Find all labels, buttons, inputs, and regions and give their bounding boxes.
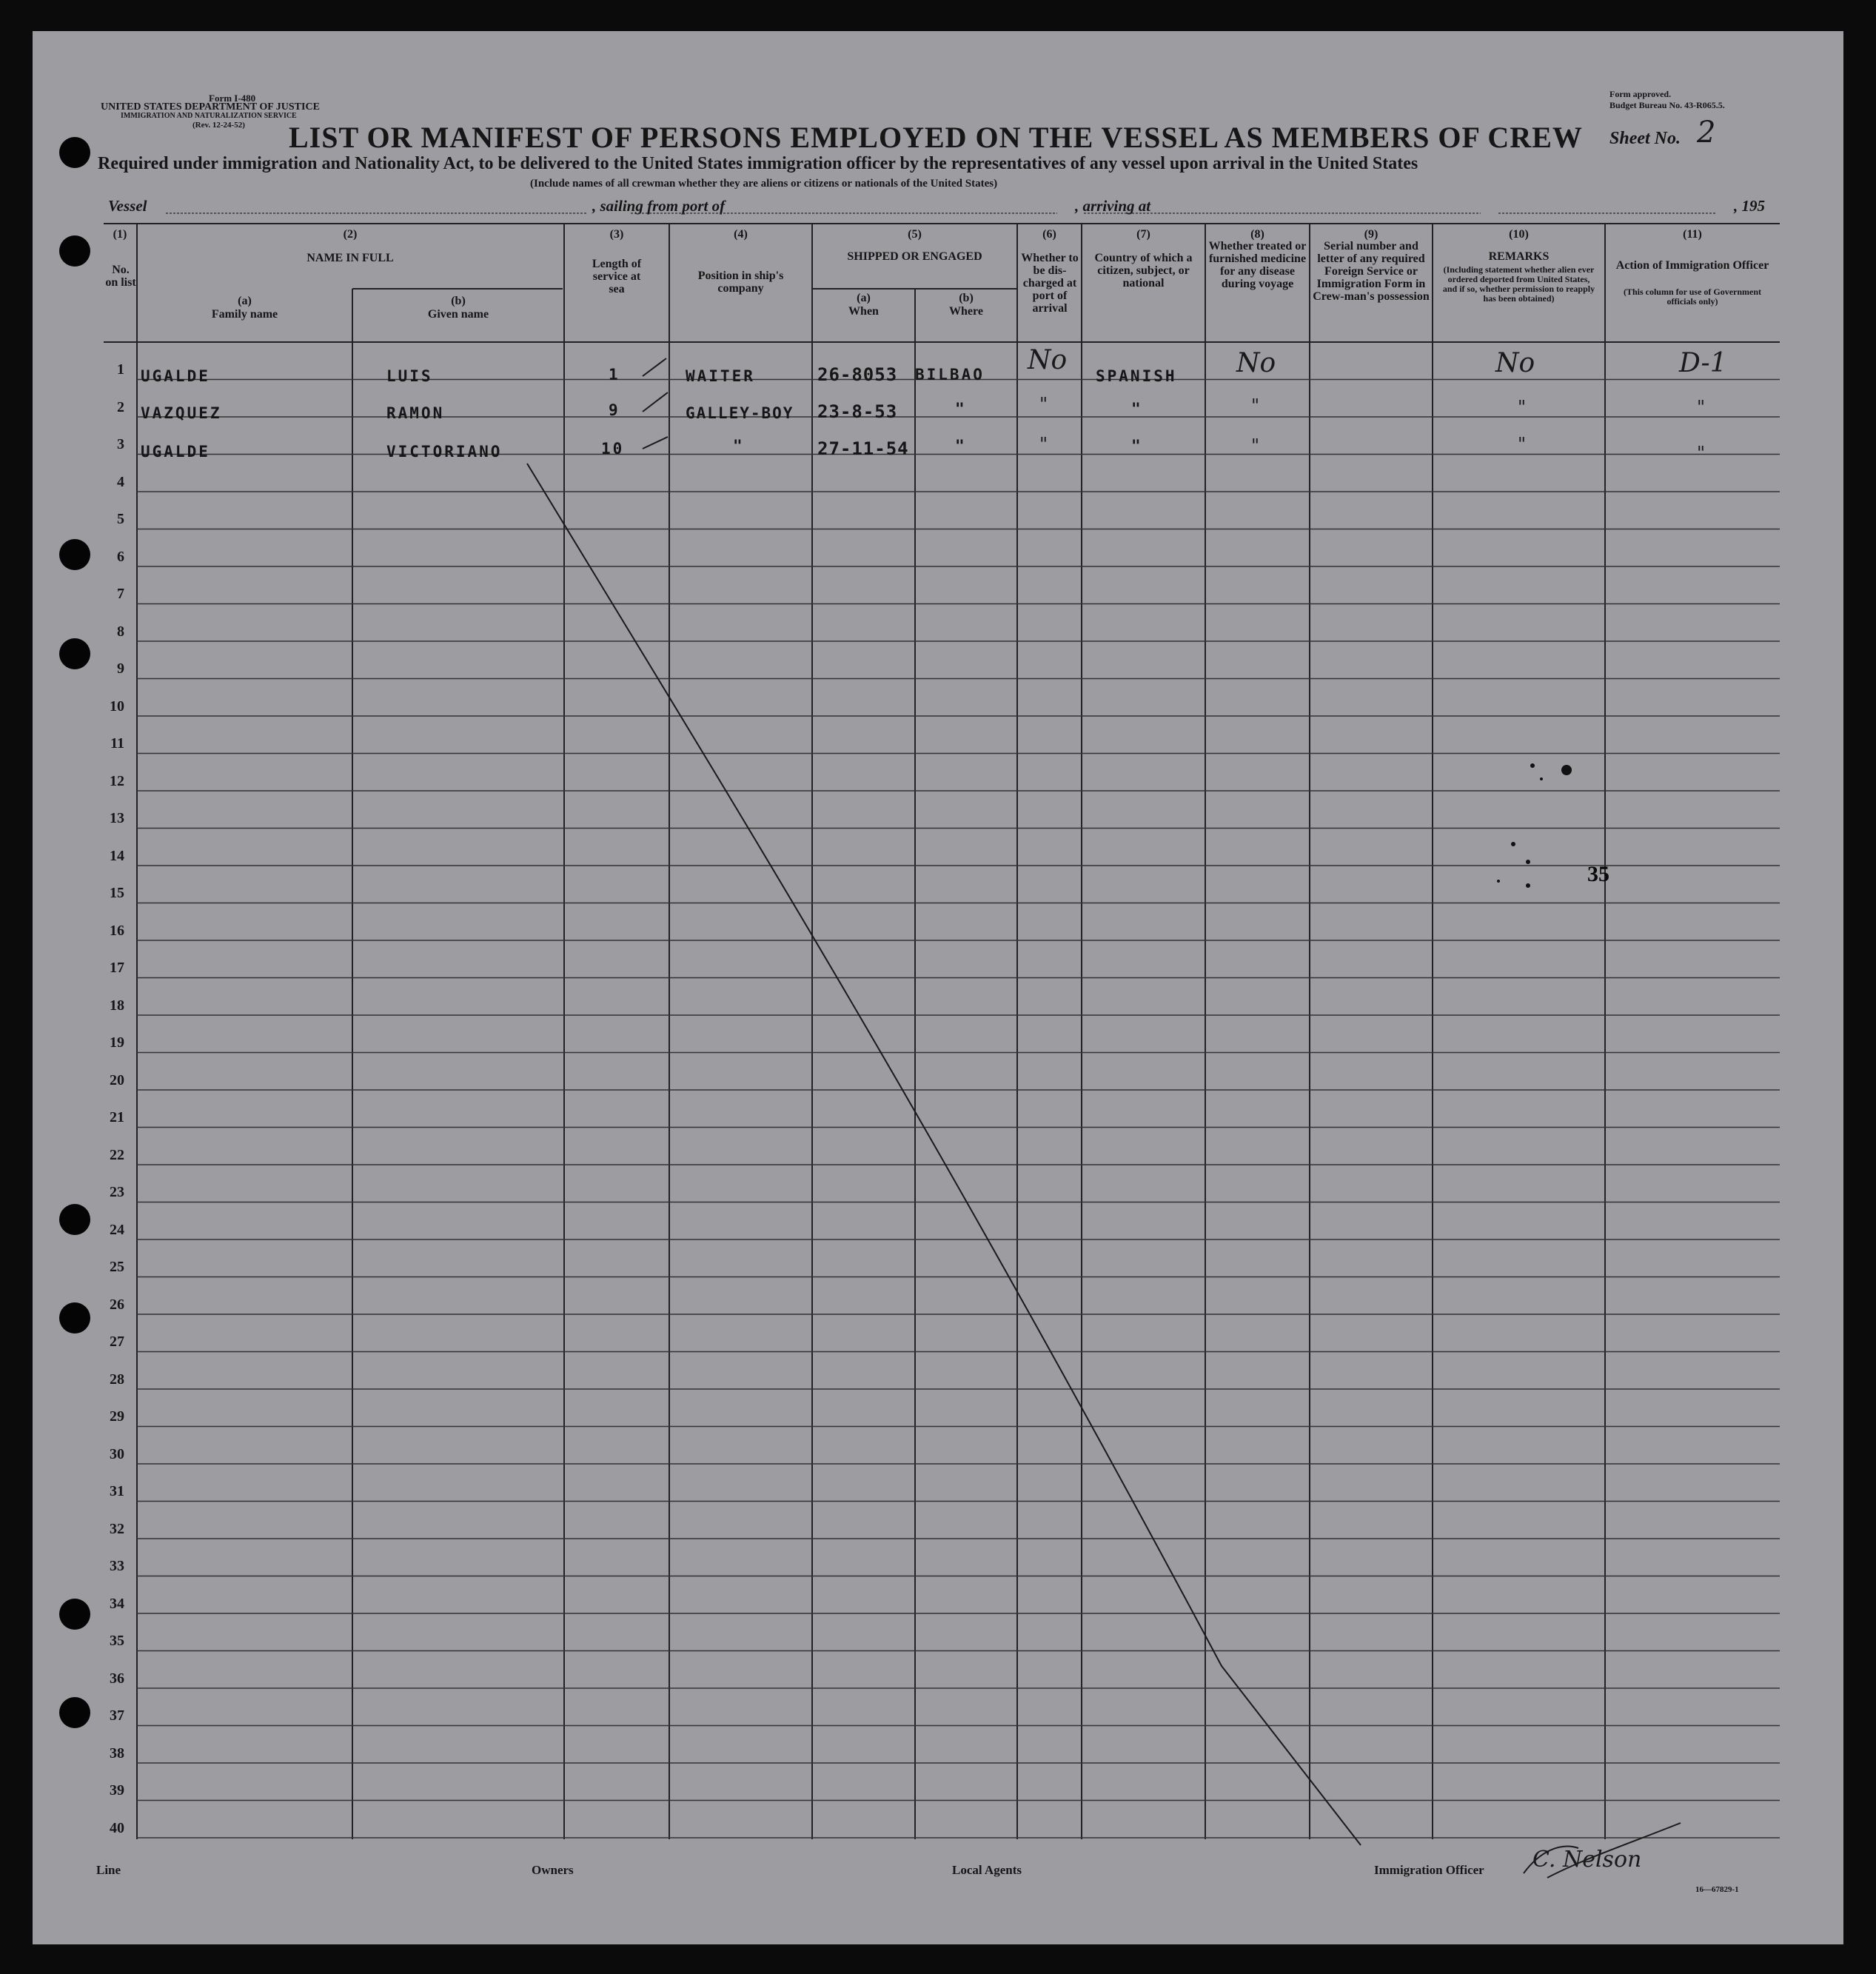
header-remarks-note: (Including statement whether alien ever ordered deported from United States, and if so, whether permission to reapply has been obtained) bbox=[1442, 264, 1595, 304]
row-number: 1 bbox=[117, 361, 124, 378]
header-given-name: Given name bbox=[427, 308, 489, 321]
row-number: 21 bbox=[110, 1109, 124, 1125]
header-medicine: Whether treated or furnished medicine for any disease during voyage bbox=[1208, 240, 1307, 290]
row2-service: 9 bbox=[609, 401, 620, 419]
row3-country: " bbox=[1131, 437, 1143, 455]
row3-where: " bbox=[955, 437, 967, 455]
row-number: 6 bbox=[117, 548, 124, 565]
row3-when: 27-11-54 bbox=[817, 438, 909, 459]
row-number: 34 bbox=[110, 1595, 124, 1612]
row-number: 39 bbox=[110, 1782, 124, 1799]
row3-action: " bbox=[1697, 443, 1706, 464]
header-serial-number: Serial number and letter of any required Foreign Service or Immigration Form in Crew-man's possession bbox=[1313, 240, 1430, 303]
row1-service: 1 bbox=[609, 366, 620, 384]
revision: (Rev. 12-24-52) bbox=[192, 121, 245, 130]
header-position: Position in ship's company bbox=[697, 270, 784, 295]
row1-given: LUIS bbox=[386, 367, 433, 385]
sheet-number: 2 bbox=[1697, 116, 1716, 150]
sailing-label: , sailing from port of bbox=[592, 197, 726, 215]
header-length-of-service: Length of service at sea bbox=[592, 258, 642, 295]
print-code: 16—67829-1 bbox=[1695, 1885, 1739, 1894]
header-name-in-full: NAME IN FULL bbox=[306, 252, 394, 264]
row-number: 23 bbox=[110, 1184, 124, 1200]
row-number: 27 bbox=[110, 1334, 124, 1350]
row-number: 26 bbox=[110, 1296, 124, 1313]
budget-bureau: Budget Bureau No. 43-R065.5. bbox=[1609, 100, 1725, 110]
row2-medicine: " bbox=[1251, 395, 1260, 416]
row1-where: BILBAO bbox=[915, 366, 985, 384]
row-number: 14 bbox=[110, 847, 124, 864]
note: (Include names of all crewman whether they are aliens or citizens or nationals of the United States) bbox=[530, 178, 998, 190]
footer-immigration-officer-label: Immigration Officer bbox=[1374, 1863, 1484, 1877]
row-number: 17 bbox=[110, 960, 124, 976]
header-discharged: Whether to be dis-charged at port of arrival bbox=[1021, 252, 1079, 315]
row-number: 2 bbox=[117, 398, 124, 415]
row-number: 4 bbox=[117, 473, 124, 490]
vessel-label: Vessel bbox=[108, 197, 147, 215]
header-action: Action of Immigration Officer bbox=[1615, 259, 1769, 272]
row-number: 38 bbox=[110, 1744, 124, 1761]
header-shipped-or-engaged: SHIPPED OR ENGAGED bbox=[847, 250, 982, 263]
row1-medicine: No bbox=[1236, 348, 1276, 378]
row-number: 36 bbox=[110, 1670, 124, 1687]
row2-remarks: " bbox=[1518, 397, 1527, 418]
row-number: 9 bbox=[117, 660, 124, 677]
row-number: 28 bbox=[110, 1371, 124, 1388]
row-number: 35 bbox=[110, 1633, 124, 1649]
arriving-label: , arriving at bbox=[1075, 197, 1151, 215]
row-number: 8 bbox=[117, 623, 124, 640]
row-number: 29 bbox=[110, 1408, 124, 1425]
row-number: 22 bbox=[110, 1146, 124, 1163]
row1-remarks: No bbox=[1495, 348, 1535, 378]
row2-discharged: " bbox=[1039, 394, 1048, 415]
row3-discharged: " bbox=[1039, 434, 1048, 455]
footer-local-agents-label: Local Agents bbox=[952, 1863, 1022, 1877]
row-number: 20 bbox=[110, 1071, 124, 1088]
row-number: 15 bbox=[110, 885, 124, 901]
footer-owners-label: Owners bbox=[532, 1863, 574, 1877]
row-number: 11 bbox=[110, 735, 124, 752]
row3-given: VICTORIANO bbox=[386, 443, 503, 461]
form-approved: Form approved. bbox=[1609, 89, 1672, 99]
row1-position: WAITER bbox=[686, 367, 755, 385]
row2-given: RAMON bbox=[386, 404, 445, 422]
row2-position: GALLEY-BOY bbox=[686, 404, 794, 422]
row1-discharged: No bbox=[1028, 345, 1068, 375]
row-number: 13 bbox=[110, 810, 124, 826]
header-where: Where bbox=[949, 305, 983, 318]
row-number: 40 bbox=[110, 1819, 124, 1836]
row-number: 32 bbox=[110, 1520, 124, 1537]
row1-country: SPANISH bbox=[1096, 367, 1177, 385]
row-number: 25 bbox=[110, 1259, 124, 1275]
row2-action: " bbox=[1697, 397, 1706, 418]
row2-country: " bbox=[1131, 400, 1143, 418]
header-no-on-list: No. on list bbox=[105, 264, 136, 289]
row-number: 31 bbox=[110, 1483, 124, 1499]
row2-where: " bbox=[955, 400, 967, 418]
row-number: 33 bbox=[110, 1558, 124, 1574]
row3-service: 10 bbox=[601, 440, 625, 458]
header-when: When bbox=[848, 305, 879, 318]
row3-family: UGALDE bbox=[141, 443, 210, 461]
header-remarks: REMARKS bbox=[1488, 250, 1550, 263]
row-number: 37 bbox=[110, 1707, 124, 1724]
row1-action: D-1 bbox=[1679, 348, 1727, 378]
form-number: Form I-480 bbox=[209, 93, 256, 104]
header-family-name: Family name bbox=[211, 308, 278, 321]
stamp-number: 35 bbox=[1587, 862, 1609, 886]
row-number: 12 bbox=[110, 772, 124, 789]
row2-when: 23-8-53 bbox=[817, 401, 898, 422]
row-number: 18 bbox=[110, 997, 124, 1014]
cancel-stroke bbox=[527, 464, 1361, 1845]
row-number: 5 bbox=[117, 511, 124, 527]
row-number: 7 bbox=[117, 586, 124, 602]
row-number: 10 bbox=[110, 697, 124, 715]
page-title: LIST OR MANIFEST OF PERSONS EMPLOYED ON THE VESSEL AS MEMBERS OF CREW bbox=[289, 121, 1583, 154]
row3-position: " bbox=[733, 437, 745, 455]
year-label: , 195 bbox=[1734, 197, 1765, 215]
row-number: 19 bbox=[110, 1034, 124, 1051]
header-action-note: (This column for use of Government officials only) bbox=[1623, 287, 1762, 307]
service: IMMIGRATION AND NATURALIZATION SERVICE bbox=[121, 112, 297, 120]
row1-family: UGALDE bbox=[141, 367, 210, 385]
row1-when: 26-8053 bbox=[817, 364, 898, 385]
row-number: 16 bbox=[110, 922, 124, 939]
subtitle: Required under immigration and Nationality Act, to be delivered to the United States immigration officer by the representatives of any vessel upon arrival in the United States bbox=[98, 154, 1418, 173]
row-number: 3 bbox=[117, 436, 124, 452]
footer-line-label: Line bbox=[96, 1863, 121, 1877]
sheet-label: Sheet No. bbox=[1609, 129, 1681, 148]
row2-family: VAZQUEZ bbox=[141, 404, 222, 422]
row-number: 30 bbox=[110, 1445, 124, 1462]
officer-signature: C. Nelson bbox=[1532, 1847, 1642, 1873]
row3-remarks: " bbox=[1518, 434, 1527, 455]
row3-medicine: " bbox=[1251, 435, 1260, 456]
row-number: 24 bbox=[110, 1221, 124, 1238]
header-country: Country of which a citizen, subject, or national bbox=[1094, 252, 1193, 290]
department: UNITED STATES DEPARTMENT OF JUSTICE bbox=[101, 101, 320, 113]
